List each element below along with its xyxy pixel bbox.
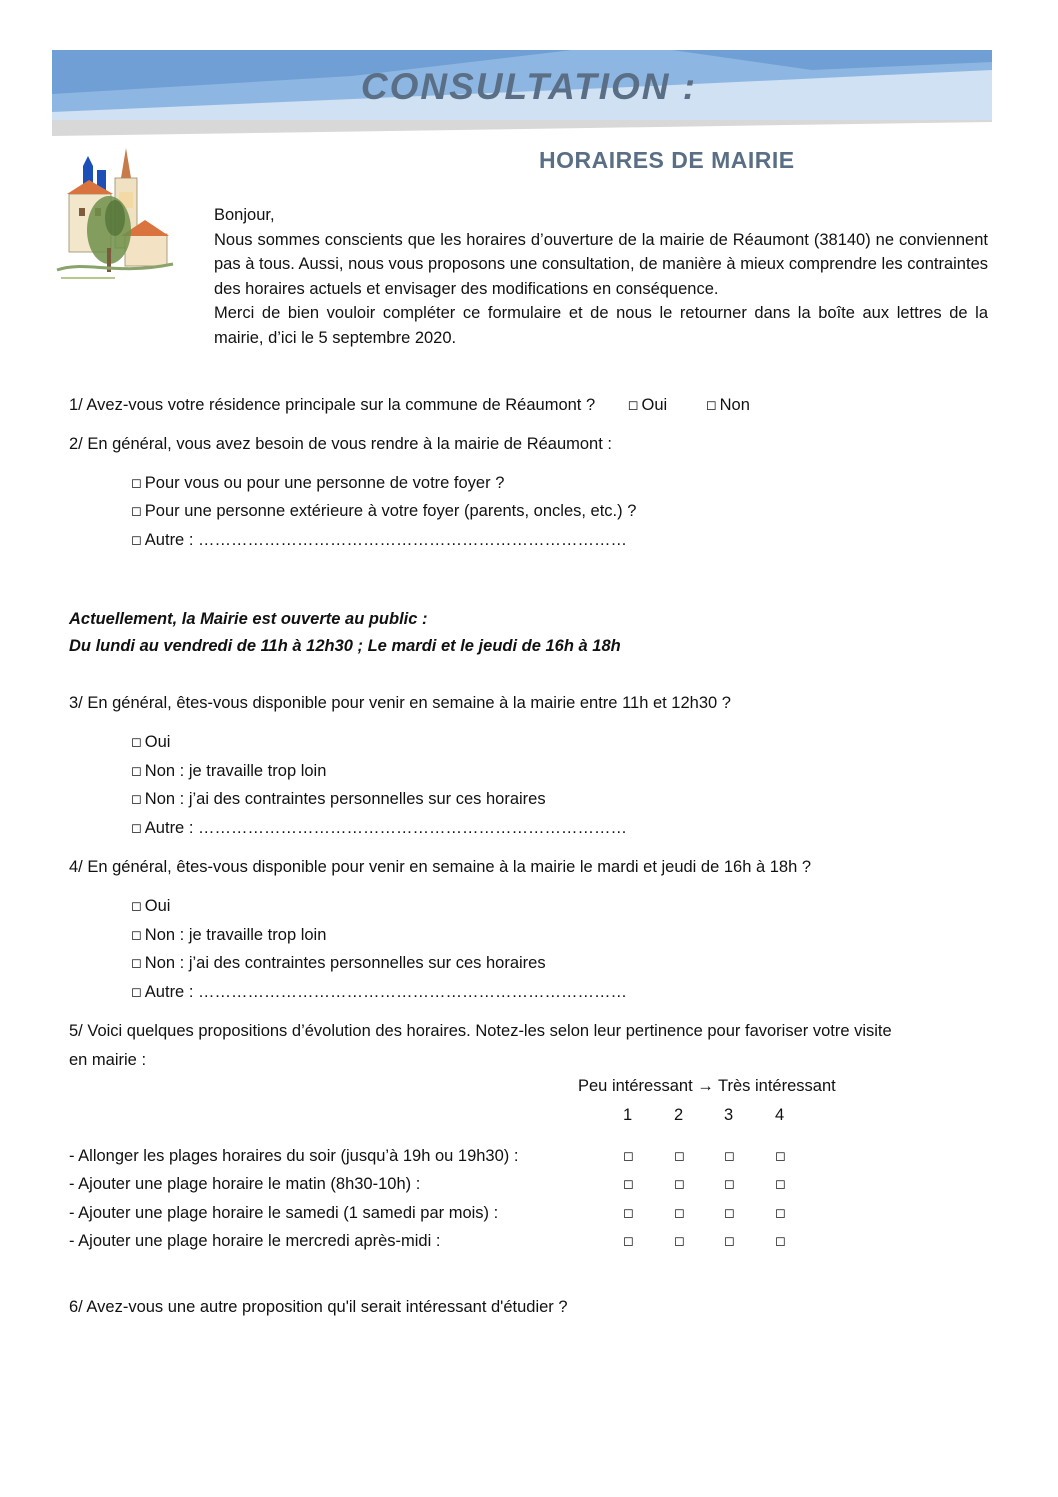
checkbox-icon[interactable]: ◻ bbox=[131, 791, 142, 806]
option-label: Non : je travaille trop loin bbox=[144, 926, 327, 944]
checkbox-icon[interactable]: ◻ bbox=[705, 397, 717, 412]
proposal-row-matin: - Ajouter une plage horaire le matin (8h30-10h) : bbox=[69, 1175, 421, 1193]
option-label: Oui bbox=[641, 396, 668, 414]
rating-checkbox-icon[interactable]: ◻ bbox=[724, 1148, 735, 1163]
rating-checkbox-icon[interactable]: ◻ bbox=[724, 1176, 735, 1191]
q1-option-oui[interactable] bbox=[628, 394, 667, 416]
q2-option-exterieur[interactable] bbox=[131, 500, 636, 522]
schedule-line-1: Actuellement, la Mairie est ouverte au public : bbox=[69, 610, 428, 628]
checkbox-icon[interactable]: ◻ bbox=[131, 734, 142, 749]
option-label: Non bbox=[719, 396, 750, 414]
option-label: Autre : …………………………………………………………………… bbox=[144, 819, 627, 837]
option-label: Autre : …………………………………………………………………… bbox=[144, 531, 627, 549]
checkbox-icon[interactable]: ◻ bbox=[131, 475, 142, 490]
option-label: Non : j’ai des contraintes personnelles sur ces horaires bbox=[144, 790, 546, 808]
option-label: Oui bbox=[144, 733, 171, 751]
proposal-row-mercredi: - Ajouter une plage horaire le mercredi après-midi : bbox=[69, 1232, 441, 1250]
q4-option-contraintes[interactable] bbox=[131, 952, 546, 974]
rating-checkbox-icon[interactable]: ◻ bbox=[674, 1148, 685, 1163]
option-label: Pour une personne extérieure à votre foyer (parents, oncles, etc.) ? bbox=[144, 502, 637, 520]
checkbox-icon[interactable]: ◻ bbox=[131, 984, 142, 999]
rating-checkbox-icon[interactable]: ◻ bbox=[724, 1205, 735, 1220]
option-label: Oui bbox=[144, 897, 171, 915]
option-label: Non : j’ai des contraintes personnelles sur ces horaires bbox=[144, 954, 546, 972]
intro-greeting: Bonjour, bbox=[214, 206, 275, 224]
rating-checkbox-icon[interactable]: ◻ bbox=[775, 1205, 786, 1220]
question-1 bbox=[69, 394, 750, 416]
checkbox-icon[interactable]: ◻ bbox=[131, 927, 142, 942]
checkbox-icon[interactable]: ◻ bbox=[131, 763, 142, 778]
rating-checkbox-icon[interactable]: ◻ bbox=[623, 1176, 634, 1191]
option-label: Non : je travaille trop loin bbox=[144, 762, 327, 780]
q4-option-autre[interactable] bbox=[131, 981, 627, 1003]
q1-option-non[interactable] bbox=[706, 394, 750, 416]
option-label: Pour vous ou pour une personne de votre foyer ? bbox=[144, 474, 505, 492]
schedule-line-2: Du lundi au vendredi de 11h à 12h30 ; Le mardi et le jeudi de 16h à 18h bbox=[69, 637, 621, 655]
intro-instructions: Merci de bien vouloir compléter ce formulaire et de nous le retourner dans la boîte aux lettres de la mairie, d’ici le 5 septembre 2020. bbox=[214, 304, 988, 347]
rating-checkbox-icon[interactable]: ◻ bbox=[674, 1233, 685, 1248]
checkbox-icon[interactable]: ◻ bbox=[131, 820, 142, 835]
q2-option-foyer[interactable] bbox=[131, 472, 504, 494]
rating-checkbox-icon[interactable]: ◻ bbox=[775, 1233, 786, 1248]
rating-number: 3 bbox=[724, 1106, 734, 1124]
page-title: CONSULTATION : bbox=[360, 66, 698, 107]
rating-checkbox-icon[interactable]: ◻ bbox=[674, 1205, 685, 1220]
q2-option-autre[interactable] bbox=[131, 529, 627, 551]
page-subtitle: HORAIRES DE MAIRIE bbox=[539, 147, 795, 173]
q3-option-loin[interactable] bbox=[131, 760, 326, 782]
q4-option-loin[interactable] bbox=[131, 924, 326, 946]
rating-scale-label: Peu intéressant → Très intéressant bbox=[578, 1077, 836, 1095]
q3-option-contraintes[interactable] bbox=[131, 788, 546, 810]
checkbox-icon[interactable]: ◻ bbox=[131, 898, 142, 913]
checkbox-icon[interactable]: ◻ bbox=[131, 955, 142, 970]
question-5-text-cont: en mairie : bbox=[69, 1051, 147, 1069]
checkbox-icon[interactable]: ◻ bbox=[627, 397, 639, 412]
question-1-text: 1/ Avez-vous votre résidence principale sur la commune de Réaumont ? bbox=[69, 396, 596, 414]
rating-number: 1 bbox=[623, 1106, 633, 1124]
question-3-text: 3/ En général, êtes-vous disponible pour venir en semaine à la mairie entre 11h et 12h30 ? bbox=[69, 694, 731, 712]
question-2-text: 2/ En général, vous avez besoin de vous rendre à la mairie de Réaumont : bbox=[69, 435, 612, 453]
option-label: Autre : …………………………………………………………………… bbox=[144, 983, 627, 1001]
intro-text bbox=[214, 203, 988, 350]
rating-number: 2 bbox=[674, 1106, 684, 1124]
rating-checkbox-icon[interactable]: ◻ bbox=[775, 1176, 786, 1191]
question-5-text: 5/ Voici quelques propositions d’évolution des horaires. Notez-les selon leur pertinence pour favoriser votre visite bbox=[69, 1022, 892, 1040]
rating-checkbox-icon[interactable]: ◻ bbox=[623, 1233, 634, 1248]
proposal-row-samedi: - Ajouter une plage horaire le samedi (1 samedi par mois) : bbox=[69, 1204, 499, 1222]
q3-option-oui[interactable] bbox=[131, 731, 170, 753]
rating-checkbox-icon[interactable]: ◻ bbox=[623, 1205, 634, 1220]
village-illustration bbox=[55, 148, 175, 286]
rating-checkbox-icon[interactable]: ◻ bbox=[674, 1176, 685, 1191]
intro-paragraph: Nous sommes conscients que les horaires d’ouverture de la mairie de Réaumont (38140) ne conviennent pas à tous. Aussi, nous vous proposons une consultation, de manière à mieux comprendre les contraintes des horaires actuels et envisager des modifications en conséquence. bbox=[214, 230, 988, 298]
rating-number: 4 bbox=[775, 1106, 785, 1124]
rating-checkbox-icon[interactable]: ◻ bbox=[724, 1233, 735, 1248]
proposal-row-soir: - Allonger les plages horaires du soir (jusqu’à 19h ou 19h30) : bbox=[69, 1147, 519, 1165]
rating-checkbox-icon[interactable]: ◻ bbox=[775, 1148, 786, 1163]
checkbox-icon[interactable]: ◻ bbox=[131, 503, 142, 518]
question-4-text: 4/ En général, êtes-vous disponible pour venir en semaine à la mairie le mardi et jeudi de 16h à 18h ? bbox=[69, 858, 812, 876]
checkbox-icon[interactable]: ◻ bbox=[131, 532, 142, 547]
q4-option-oui[interactable] bbox=[131, 895, 170, 917]
rating-checkbox-icon[interactable]: ◻ bbox=[623, 1148, 634, 1163]
question-6-text: 6/ Avez-vous une autre proposition qu'il serait intéressant d'étudier ? bbox=[69, 1298, 568, 1316]
q3-option-autre[interactable] bbox=[131, 817, 627, 839]
